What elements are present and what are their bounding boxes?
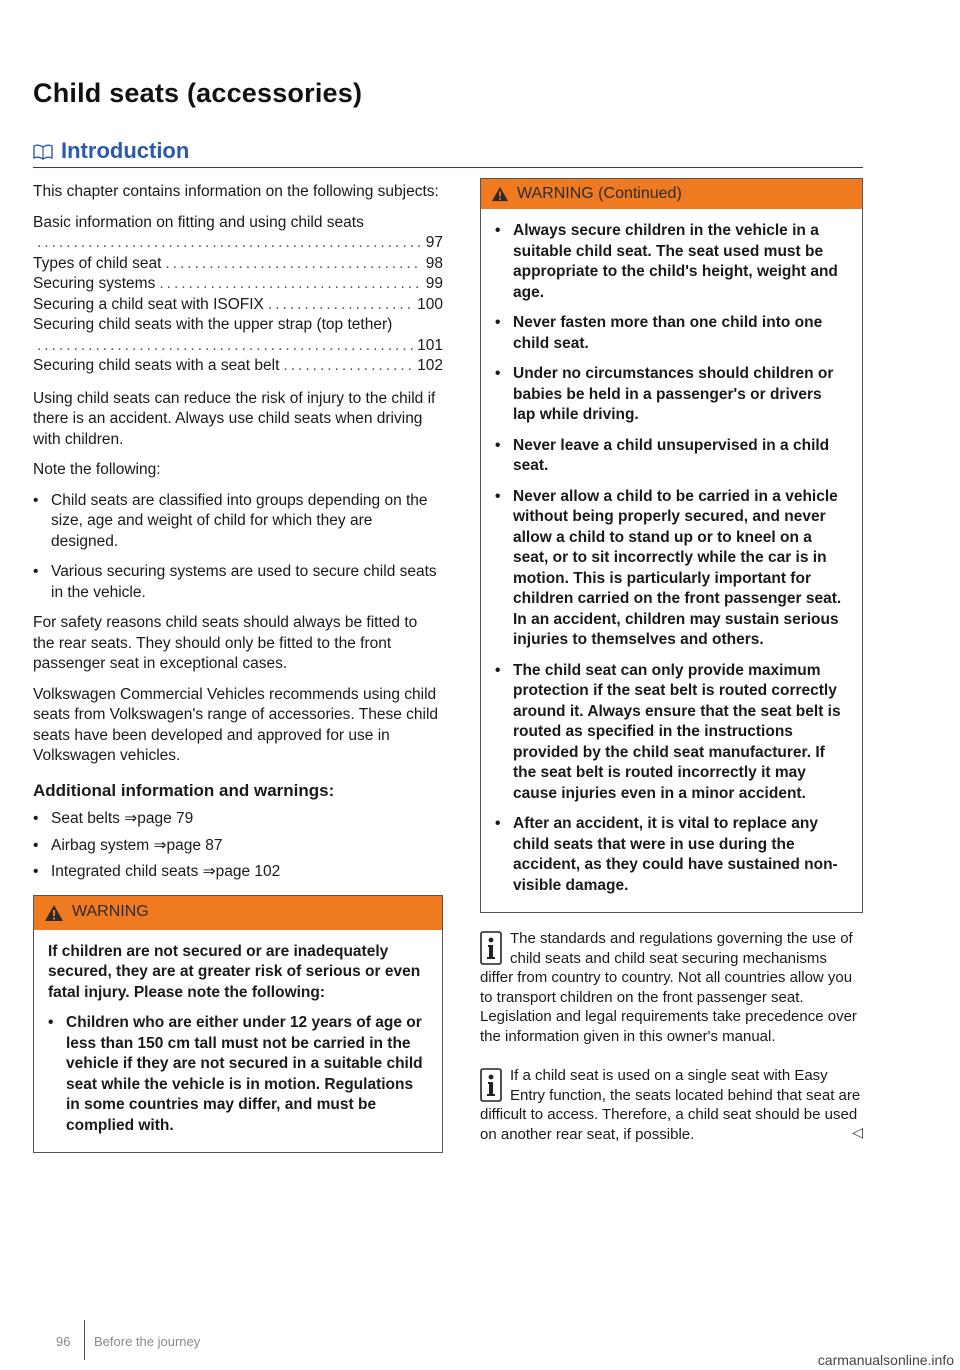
toc-item-page: 97 [425, 234, 443, 251]
chapter-title: Child seats (accessories) [33, 78, 363, 108]
bullet-icon: • [33, 810, 39, 827]
page-number: 96 [56, 1334, 71, 1349]
toc-item[interactable] [33, 254, 443, 275]
bullet-icon: • [48, 1014, 54, 1031]
list-item: • Child seats are classified into groups depending on the size, age and weight of child for which they are designed. [33, 491, 428, 550]
toc-item-title: Securing child seats with the upper strap (top tether) [33, 316, 393, 333]
toc-item-title: Securing child seats with a seat belt [33, 357, 280, 374]
warning-box-continued [480, 178, 863, 913]
list-item: • Never leave a child unsupervised in a child seat. [495, 436, 830, 474]
cross-reference-link[interactable]: • Integrated child seats ⇒page 102 [33, 862, 443, 883]
list-item: • Never allow a child to be carried in a vehicle without being properly secured, and never allow a child to stand up or to kneel on a seat, or to sit incorrectly while the car is in motion. This is particularly important for children carried on the front passenger seat. In an accident, children may sustain serious injuries to themselves and others. [495, 487, 842, 648]
bullet-icon: • [495, 661, 501, 679]
list-item: • Always secure children in the vehicle in a suitable child seat. The seat used must be appropriate to the child's height, weight and age. [495, 222, 838, 301]
intro-text: This chapter contains information on the following subjects: [33, 183, 439, 200]
left-column [33, 182, 443, 1153]
warning-lead: If children are not secured or are inadequately secured, they are at greater risk of serious or even fatal injury. Please note the following: [48, 942, 421, 1001]
bullet-icon: • [33, 491, 39, 509]
list-item: • Various securing systems are used to secure child seats in the vehicle. [33, 563, 437, 601]
toc-item[interactable] [33, 315, 443, 356]
toc-item-page: 101 [417, 336, 443, 354]
body-paragraph: For safety reasons child seats should always be fitted to the rear seats. They should only be fitted to the front passenger seat in exceptional cases. [33, 614, 418, 672]
watermark: carmanualsonline.info [817, 1352, 954, 1368]
bullet-icon: • [495, 487, 501, 505]
section-title: Introduction [61, 138, 190, 163]
toc-item-page: 99 [425, 275, 443, 292]
toc-item-title: Basic information on fitting and using child seats [33, 213, 364, 231]
warning-box [33, 895, 443, 1154]
toc-item[interactable] [33, 295, 443, 316]
toc-item-page: 100 [417, 295, 443, 313]
toc-item-title: Securing systems [33, 275, 156, 292]
warning-body [34, 930, 442, 1153]
toc-item[interactable] [33, 356, 443, 377]
toc-item-page: 98 [425, 254, 443, 272]
info-icon [480, 1068, 502, 1102]
bullet-icon: • [495, 365, 501, 382]
info-note [480, 1066, 863, 1144]
warning-triangle-icon [491, 186, 509, 202]
bullet-icon: • [33, 863, 39, 880]
info-note [480, 929, 863, 1046]
end-of-section-icon: ◁ [852, 1123, 863, 1140]
toc-item-page: 102 [417, 357, 443, 374]
list-item: • After an accident, it is vital to replace any child seats that were in use during the accident, as they could have sustained non-visible damage. [495, 815, 838, 894]
list-item: • Children who are either under 12 years of age or less than 150 cm tall must not be carried in the vehicle if they are not secured in a suitable child seat while the vehicle is in motion. Regulations in some countries may differ, and must be complied with. [48, 1014, 423, 1134]
note-text: The standards and regulations governing the use of child seats and child seat securing mechanisms differ from country to country. Not all countries allow you to transport children on the front passenger seat. Legislation and legal requirements take precedence over the information given in this owner's manual. [480, 930, 857, 1045]
warning-body [481, 209, 862, 912]
cross-reference-link[interactable]: • Airbag system ⇒page 87 [33, 836, 443, 857]
list-item: • Never fasten more than one child into one child seat. [495, 314, 823, 352]
body-paragraph: Note the following: [33, 461, 161, 478]
cross-reference-link[interactable]: • Seat belts ⇒page 79 [33, 809, 443, 830]
body-paragraph: Using child seats can reduce the risk of injury to the child if there is an accident. Always use child seats when driving with children. [33, 389, 436, 448]
note-text: If a child seat is used on a single seat with Easy Entry function, the seats located behind that seat are difficult to access. Therefore, a child seat should be used on another rear seat, if possible. [480, 1067, 861, 1143]
bullet-icon: • [495, 222, 501, 239]
list-item: • Under no circumstances should children or babies be held in a passenger's or drivers lap while driving. [495, 365, 834, 423]
toc-item-title: Securing a child seat with ISOFIX [33, 295, 264, 313]
bullet-icon: • [495, 314, 501, 331]
warning-label: WARNING (Continued) [517, 184, 682, 202]
info-icon [480, 931, 502, 965]
subheading: Additional information and warnings: [33, 780, 335, 800]
body-paragraph: Volkswagen Commercial Vehicles recommends using child seats from Volkswagen's range of accessories. These child seats have been developed and approved for use in Volkswagen vehicles. [33, 685, 439, 764]
bullet-icon: • [495, 815, 501, 832]
toc-item[interactable] [33, 274, 443, 295]
right-column [480, 178, 863, 1144]
warning-header [34, 896, 442, 930]
bullet-icon: • [33, 563, 39, 580]
footer-section-name: Before the journey [94, 1334, 201, 1349]
toc-list [33, 213, 443, 377]
warning-label: WARNING [72, 903, 149, 921]
section-header [33, 136, 863, 168]
warning-header [481, 179, 862, 209]
book-icon [33, 144, 53, 160]
toc-item[interactable] [33, 213, 443, 254]
bullet-icon: • [33, 836, 39, 854]
list-item: • The child seat can only provide maximum protection if the seat belt is routed correctly around it. Always ensure that the seat belt is routed as specified in the instructions provided by the child seat manufacturer. If the seat belt is routed incorrectly it may cause injuries even in a minor accident. [495, 661, 841, 802]
toc-item-title: Types of child seat [33, 254, 162, 272]
bullet-icon: • [495, 436, 501, 454]
warning-triangle-icon [44, 904, 64, 922]
footer-divider [84, 1320, 85, 1360]
